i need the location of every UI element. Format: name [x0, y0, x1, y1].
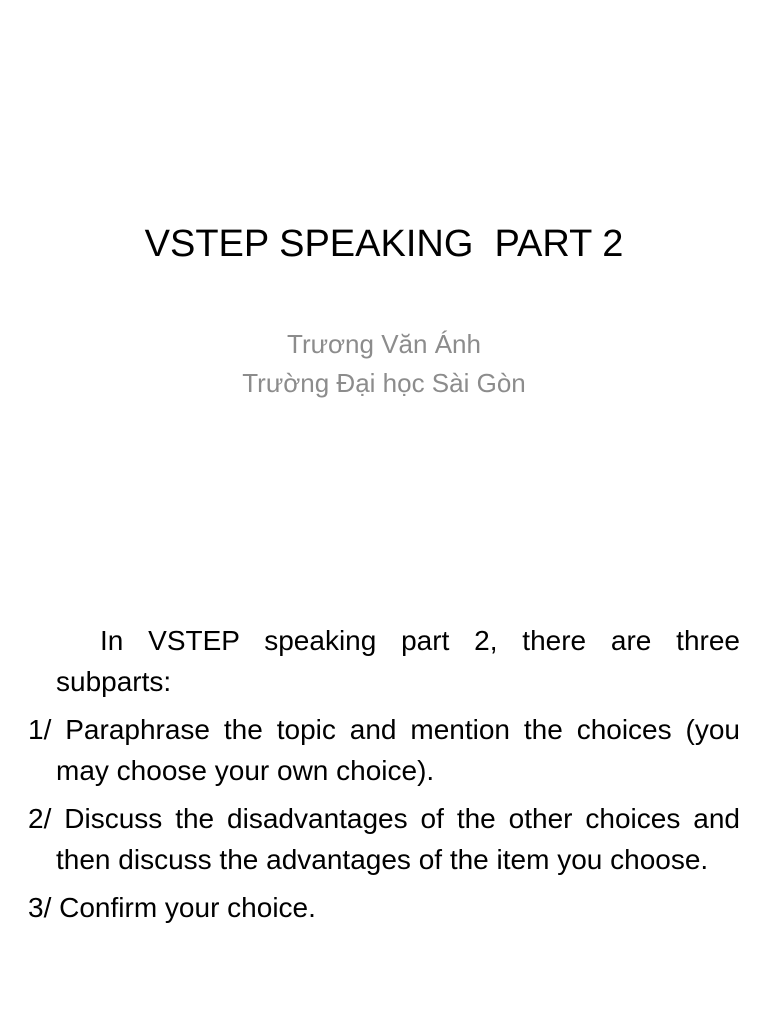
intro-paragraph: In VSTEP speaking part 2, there are three subparts: [56, 625, 740, 697]
content-slide [0, 512, 768, 1024]
institution-name: Trường Đại học Sài Gòn [242, 368, 526, 398]
author-name: Trương Văn Ánh [287, 329, 481, 359]
point-3: 3/ Confirm your choice. [28, 892, 316, 923]
slide-title: VSTEP SPEAKING PART 2 [144, 223, 624, 265]
content-body [28, 621, 740, 937]
point-2: 2/ Discuss the disadvantages of the other choices and then discuss the advantages of the item you choose. [28, 803, 740, 875]
slide-subtitle [0, 325, 768, 403]
point-1: 1/ Paraphrase the topic and mention the choices (you may choose your own choice). [28, 714, 740, 786]
